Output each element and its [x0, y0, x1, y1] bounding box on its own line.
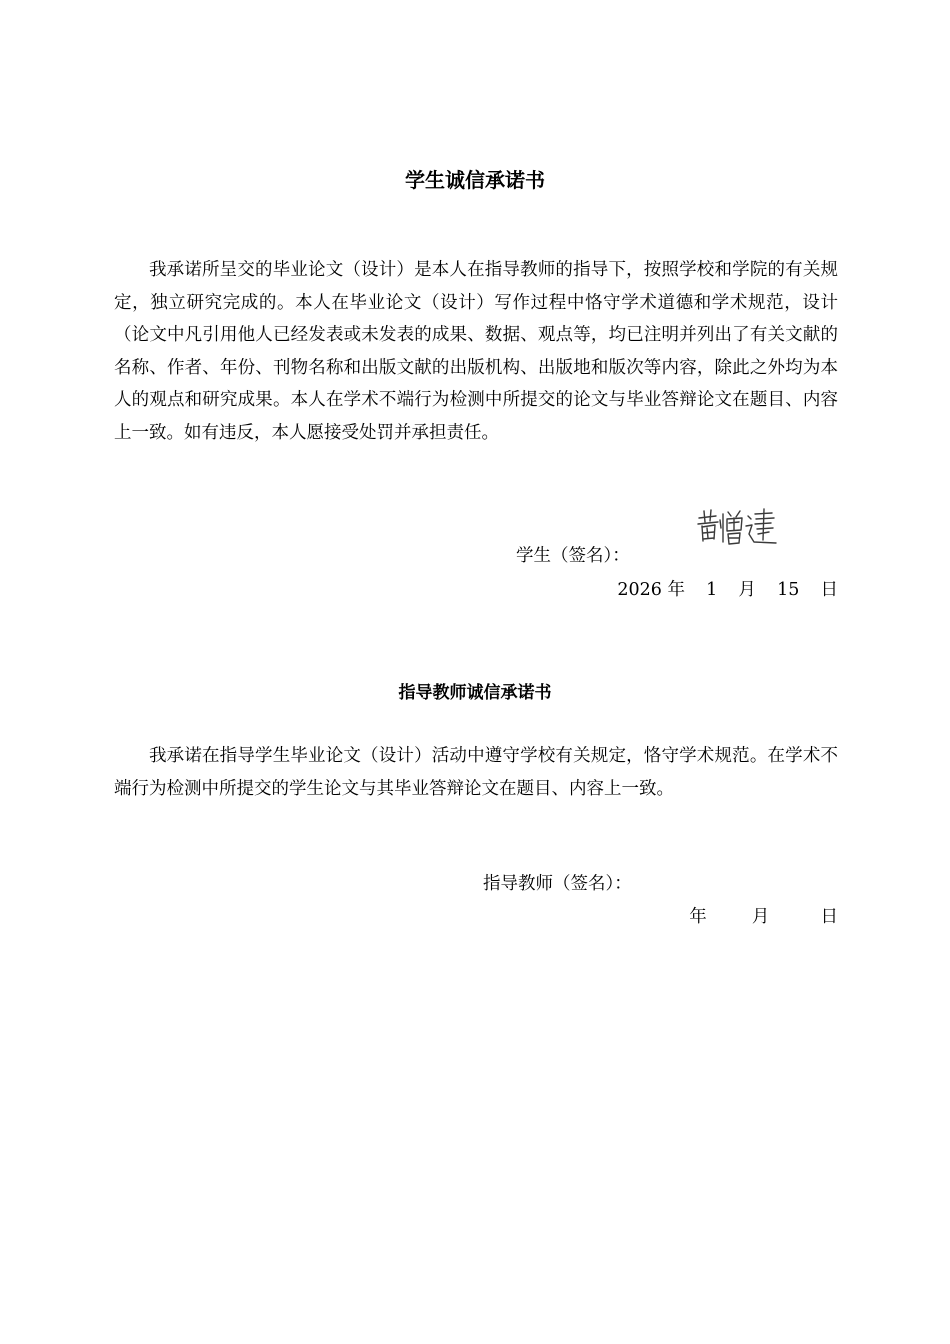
date-year-unit: 年	[689, 907, 707, 927]
student-signature-label: 学生（签名）：	[516, 546, 630, 566]
date-year-unit: 年	[667, 580, 685, 600]
student-pledge-title: 学生诚信承诺书	[405, 168, 545, 192]
date-month: 1	[706, 580, 718, 600]
date-day-unit: 日	[820, 580, 838, 600]
advisor-pledge-title: 指导教师诚信承诺书	[398, 683, 552, 703]
student-pledge-body: 我承诺所呈交的毕业论文（设计）是本人在指导教师的指导下，按照学校和学院的有关规定，独立研究完成的。本人在毕业论文（设计）写作过程中恪守学术道德和学术规范，设计（论文中凡引用他人已经发表或未发表的成果、数据、观点等，均已注明并列出了有关文献的名称、作者、年份、刊物名称和出版文献的出版机构、出版地和版次等内容，除此之外均为本人的观点和研究成果。本人在学术不端行为检测中所提交的论文与毕业答辩论文在题目、内容上一致。如有违反，本人愿接受处罚并承担责任。	[114, 260, 838, 443]
advisor-pledge-body: 我承诺在指导学生毕业论文（设计）活动中遵守学校有关规定，恪守学术规范。在学术不端行为检测中所提交的学生论文与其毕业答辩论文在题目、内容上一致。	[114, 746, 838, 799]
date-month-unit: 月	[751, 907, 770, 927]
student-signature-date	[617, 578, 838, 602]
date-day: 15	[777, 580, 800, 600]
advisor-signature-label: 指导教师（签名）：	[483, 874, 632, 894]
date-year: 2026	[617, 580, 662, 600]
advisor-signature-date	[689, 905, 838, 929]
date-day-unit: 日	[820, 907, 838, 927]
date-month-unit: 月	[738, 580, 756, 600]
student-handwritten-signature	[696, 506, 778, 548]
